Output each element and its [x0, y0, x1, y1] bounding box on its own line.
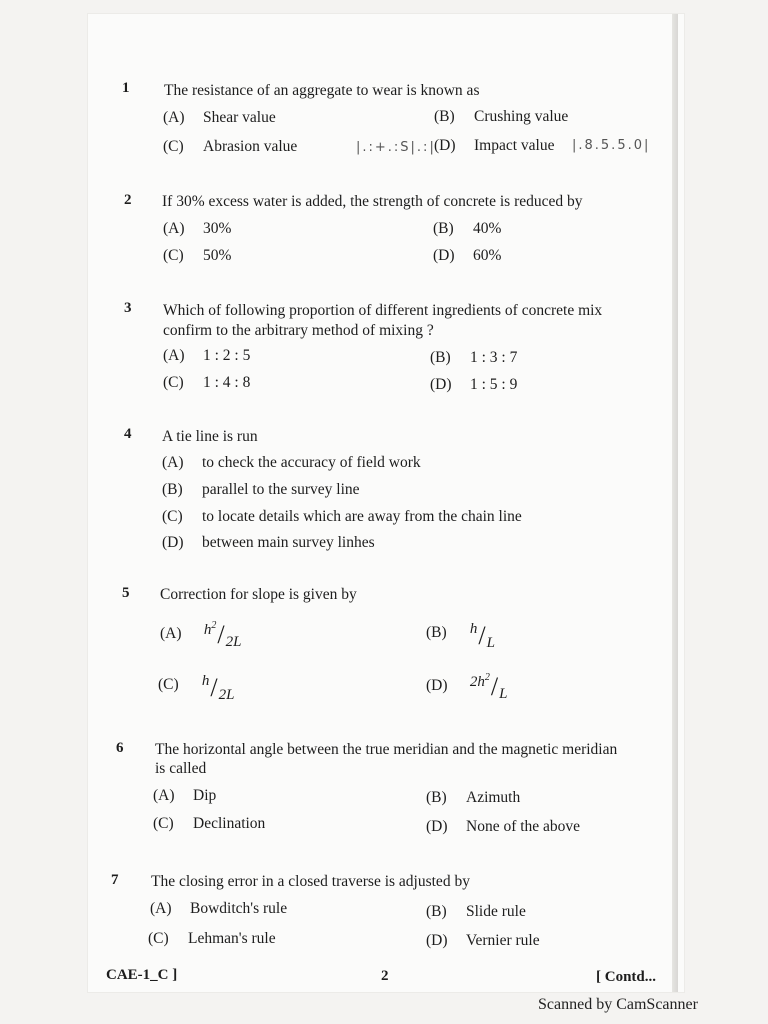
- question-text: Correction for slope is given by: [160, 586, 357, 603]
- page-number: 2: [381, 968, 389, 984]
- question-number: 1: [122, 80, 130, 96]
- option-d: (D) None of the above: [426, 818, 581, 835]
- option-a: (A) $h^2$ / 2L: [160, 620, 242, 650]
- scanner-watermark: Scanned by CamScanner: [538, 996, 698, 1013]
- option-c: (C) Lehman's rule: [148, 930, 276, 947]
- question-text: A tie line is run: [162, 428, 258, 445]
- question-text: The resistance of an aggregate to wear is known as: [164, 82, 480, 99]
- question-number: 4: [124, 426, 132, 442]
- option-b: (B) parallel to the survey line: [162, 481, 360, 498]
- question-number: 5: [122, 585, 130, 601]
- option-a: (A) 1 : 2 : 5: [163, 347, 251, 364]
- option-d: (D) 1 : 5 : 9: [430, 376, 518, 393]
- option-d: (D) Impact value: [434, 137, 555, 154]
- exam-sheet: [88, 14, 684, 992]
- question-text-line-2: is called: [155, 760, 207, 777]
- option-b: (B) 40%: [433, 220, 502, 237]
- option-a: (A) Shear value: [163, 109, 276, 126]
- option-d: (D) 60%: [433, 247, 502, 264]
- option-c: (C) Declination: [153, 815, 266, 832]
- formula-h-over-2L: h / 2L: [201, 673, 235, 703]
- option-b: (B) 1 : 3 : 7: [430, 349, 518, 366]
- formula-h-over-L: h / L: [469, 621, 495, 651]
- continued-label: [ Contd...: [596, 969, 657, 985]
- option-c: (C) h / 2L: [158, 673, 235, 703]
- question-text-line-2: confirm to the arbitrary method of mixing ?: [163, 322, 434, 339]
- question-number: 6: [116, 740, 124, 756]
- option-a: (A) 30%: [163, 220, 232, 237]
- option-c: (C) 50%: [163, 247, 232, 264]
- option-a: (A) to check the accuracy of field work: [162, 454, 421, 471]
- question-text: The closing error in a closed traverse is adjusted by: [151, 873, 470, 890]
- pen-scribble-right: |.8.5.5.0|: [572, 138, 651, 153]
- option-c: (C) Abrasion value: [163, 138, 298, 155]
- option-d: (D) Vernier rule: [426, 932, 540, 949]
- formula-h2-over-2L: $h^2$ / 2L: [203, 620, 242, 650]
- option-c: (C) to locate details which are away from the chain line: [162, 508, 522, 525]
- question-text-line-1: Which of following proportion of different ingredients of concrete mix: [163, 302, 603, 319]
- option-b: (B) Azimuth: [426, 789, 521, 806]
- question-number: 2: [124, 192, 132, 208]
- option-a: (A) Bowditch's rule: [150, 900, 288, 917]
- formula-2h2-over-L: $2h^2$ / L: [469, 672, 508, 702]
- question-text: If 30% excess water is added, the strength of concrete is reduced by: [162, 193, 583, 210]
- pen-scribble-left: |.:+.:S|.:|: [356, 140, 436, 155]
- question-number: 3: [124, 300, 132, 316]
- question-text-line-1: The horizontal angle between the true meridian and the magnetic meridian: [155, 741, 618, 758]
- question-number: 7: [111, 872, 119, 888]
- option-c: (C) 1 : 4 : 8: [163, 374, 251, 391]
- option-a: (A) Dip: [153, 787, 217, 804]
- page-edge-shadow: [672, 14, 678, 992]
- option-b: (B) h / L: [426, 621, 495, 651]
- option-d: (D) between main survey linhes: [162, 534, 375, 551]
- option-b: (B) Slide rule: [426, 903, 526, 920]
- paper-code: CAE-1_C ]: [106, 967, 178, 983]
- option-d: (D) $2h^2$ / L: [426, 672, 508, 702]
- option-b: (B) Crushing value: [434, 108, 569, 125]
